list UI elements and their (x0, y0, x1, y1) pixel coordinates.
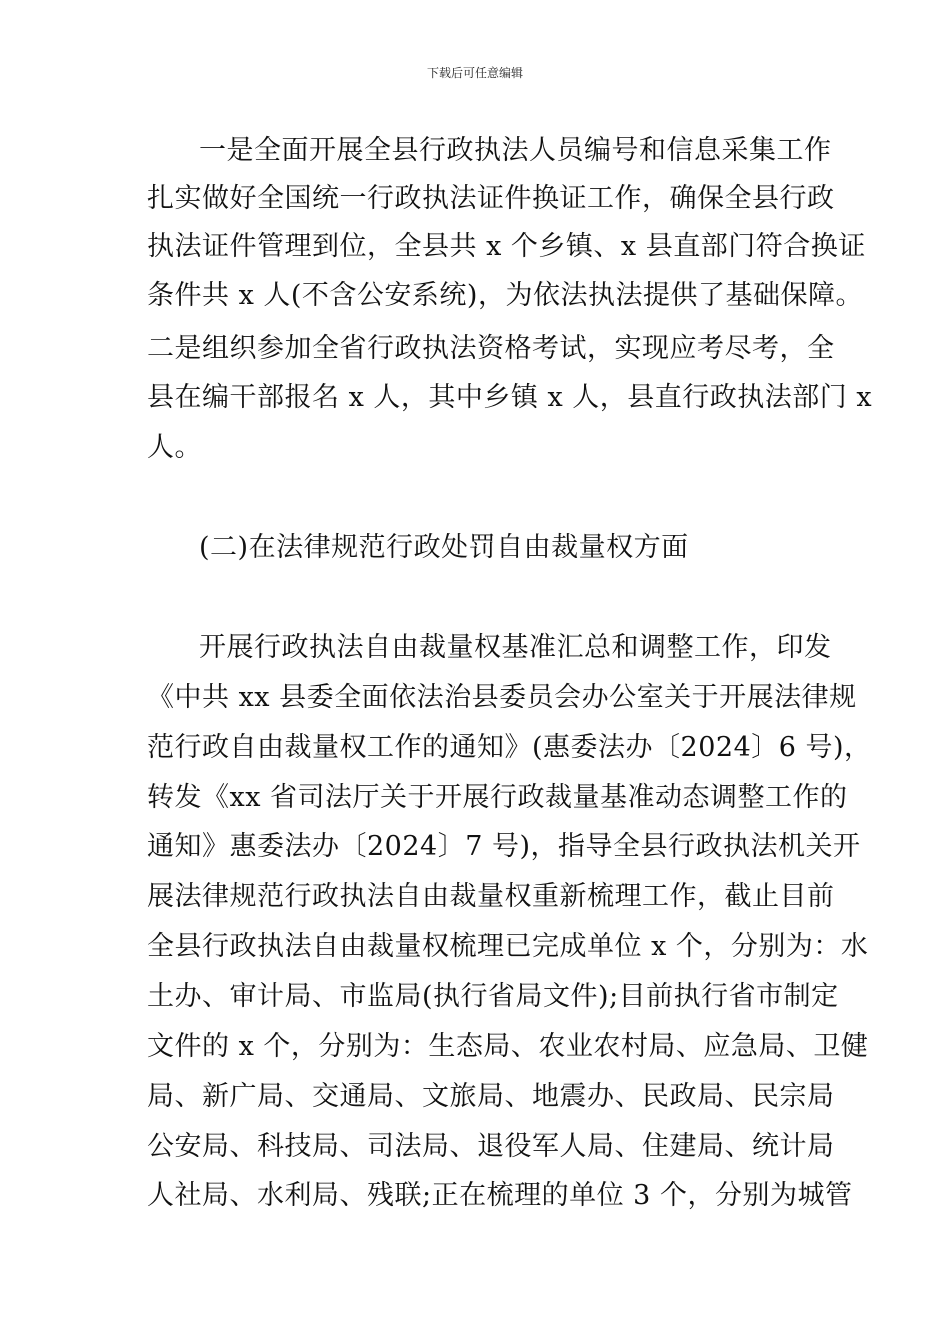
paragraph2-line-11: 公安局、科技局、司法局、退役军人局、住建局、统计局 (147, 1131, 835, 1162)
paragraph1-line-6: 县在编干部报名 x 人，其中乡镇 x 人，县直行政执法部门 x (147, 382, 873, 413)
paragraph2-line-1: 开展行政执法自由裁量权基准汇总和调整工作，印发 (199, 632, 832, 663)
paragraph2-line-8: 土办、审计局、市监局(执行省局文件);目前执行省市制定 (147, 981, 839, 1012)
section-heading: (二)在法律规范行政处罚自由裁量权方面 (199, 532, 689, 563)
paragraph2-line-6: 展法律规范行政执法自由裁量权重新梳理工作，截止目前 (147, 881, 835, 912)
paragraph1-line-3: 执法证件管理到位，全县共 x 个乡镇、x 县直部门符合换证 (147, 231, 866, 262)
paragraph2-line-3: 范行政自由裁量权工作的通知》(惠委法办〔2024〕6 号)， (147, 732, 872, 763)
paragraph1-line-7: 人。 (147, 432, 202, 463)
paragraph1-line-1: 一是全面开展全县行政执法人员编号和信息采集工作 (199, 135, 832, 166)
paragraph2-line-4: 转发《xx 省司法厅关于开展行政裁量基准动态调整工作的 (147, 782, 848, 813)
paragraph2-line-5: 通知》惠委法办〔2024〕7 号)，指导全县行政执法机关开 (147, 831, 861, 862)
page-header-note: 下载后可任意编辑 (426, 66, 523, 80)
paragraph1-line-2: 扎实做好全国统一行政执法证件换证工作，确保全县行政 (147, 183, 835, 214)
paragraph2-line-10: 局、新广局、交通局、文旅局、地震办、民政局、民宗局 (147, 1081, 835, 1112)
paragraph1-line-5: 二是组织参加全省行政执法资格考试，实现应考尽考，全 (147, 333, 835, 364)
paragraph2-line-2: 《中共 xx 县委全面依法治县委员会办公室关于开展法律规 (147, 682, 857, 713)
paragraph2-line-7: 全县行政执法自由裁量权梳理已完成单位 x 个，分别为：水 (147, 931, 869, 962)
paragraph1-line-4: 条件共 x 人(不含公安系统)，为依法执法提供了基础保障。 (147, 280, 863, 311)
paragraph2-line-9: 文件的 x 个，分别为：生态局、农业农村局、应急局、卫健 (147, 1031, 869, 1062)
paragraph2-line-12: 人社局、水利局、残联;正在梳理的单位 3 个，分别为城管 (147, 1180, 853, 1211)
